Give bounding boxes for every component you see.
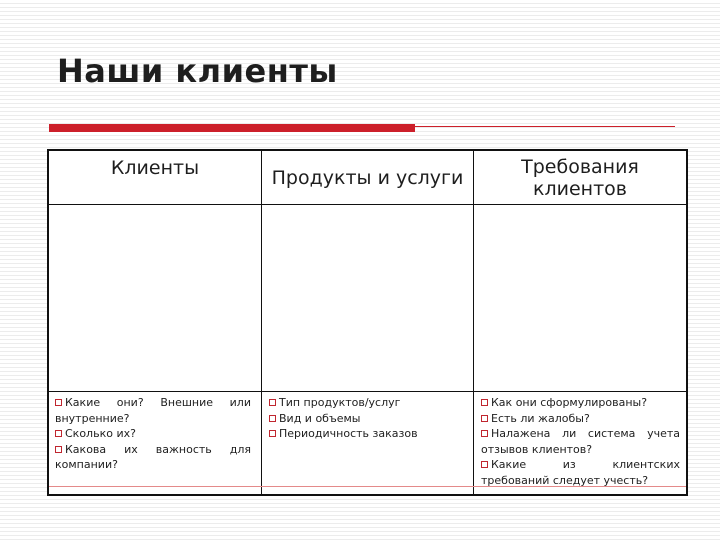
list-item: Вид и объемы <box>269 411 465 427</box>
list-item: Какие из клиентских требований следует учесть? <box>481 458 680 487</box>
square-bullet-icon <box>55 399 62 406</box>
slide-title: Наши клиенты <box>57 52 338 90</box>
list-item: Тип продуктов/услуг <box>269 395 465 411</box>
list-item: Сколько их? <box>55 426 251 442</box>
list-item: Есть ли жалобы? <box>481 411 680 427</box>
title-underline-thin <box>415 126 675 127</box>
header-products: Продукты и услуги <box>271 167 464 189</box>
requirements-cell <box>481 395 680 488</box>
title-underline-bar <box>49 124 415 132</box>
square-bullet-icon <box>481 461 488 468</box>
list-item: Какова их важность для компании? <box>55 442 251 471</box>
list-item: Налажена ли система учета отзывов клиентов? <box>481 427 680 456</box>
square-bullet-icon <box>269 430 276 437</box>
square-bullet-icon <box>55 446 62 453</box>
clients-table <box>47 149 688 496</box>
list-item: Какие они? Внешние или внутренние? <box>55 396 251 425</box>
square-bullet-icon <box>269 415 276 422</box>
square-bullet-icon <box>269 399 276 406</box>
row-divider <box>49 391 686 392</box>
products-cell <box>269 395 465 442</box>
square-bullet-icon <box>481 430 488 437</box>
square-bullet-icon <box>481 415 488 422</box>
square-bullet-icon <box>55 430 62 437</box>
list-item: Как они сформулированы? <box>481 395 680 411</box>
square-bullet-icon <box>481 399 488 406</box>
clients-cell <box>55 395 251 473</box>
list-item: Периодичность заказов <box>269 426 465 442</box>
header-requirements: Требования клиентов <box>521 156 639 200</box>
header-clients: Клиенты <box>110 157 200 179</box>
